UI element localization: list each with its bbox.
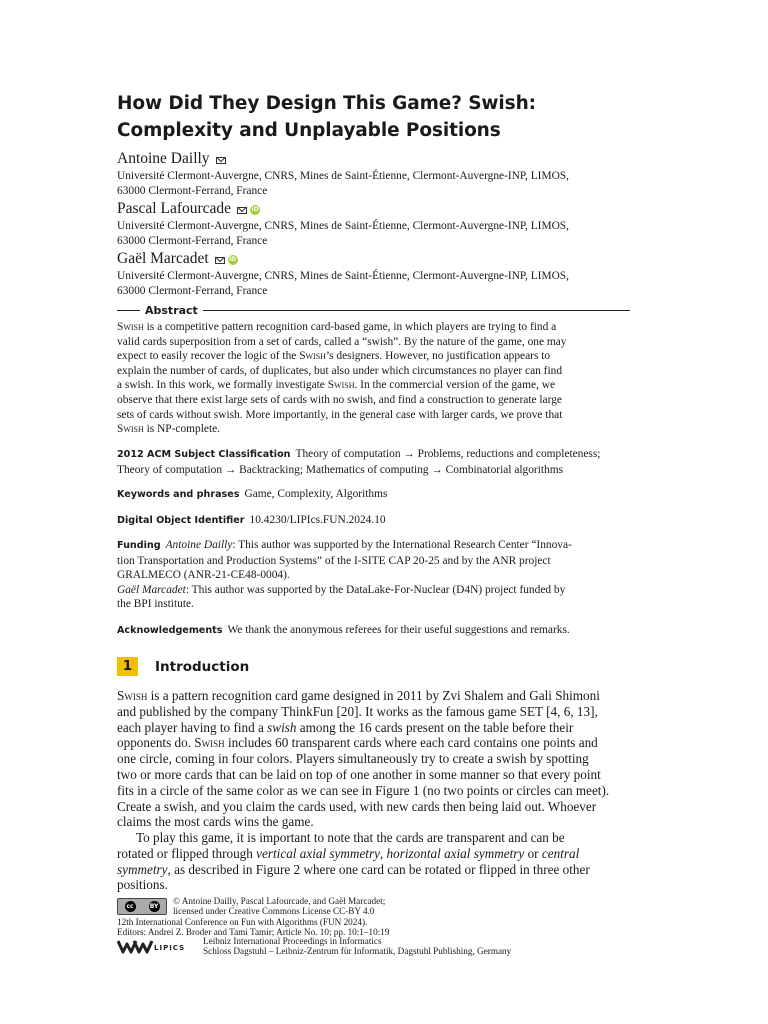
doi-link[interactable]: 10.4230/LIPIcs.FUN.2024.10: [249, 514, 386, 526]
section-heading: [117, 657, 249, 676]
author-name: Antoine Dailly: [117, 150, 210, 167]
author-affiliation: Université Clermont-Auvergne, CNRS, Mines de Saint-Étienne, Clermont-Auvergne-INP, LIMOS, 63000 Clermont-Ferrand, France: [117, 220, 569, 247]
divider: [203, 310, 630, 311]
series-line: Leibniz International Proceedings in Informatics: [203, 936, 382, 946]
abstract-text: Swish is a competitive pattern recognition card-based game, in which players are trying to find a valid cards superposition from a set of cards, called a “swish”. By the nature of the game, one may expect to easily recover the logic of the Swish’s designers. However, no justification appears to explain the number of cards, of duplicates, but also under which circumstances no player can find a swish. In this work, we formally investigate Swish. In the commercial version of the game, we observe that there exist large sets of cards with no swish, and find a construction to generate large sets of cards without swish. More importantly, in the general case with larger cards, we prove that Swish is NP-complete.: [117, 321, 567, 436]
acknowledgements: Acknowledgements We thank the anonymous referees for their useful suggestions and remarks.: [117, 624, 570, 636]
funding: Funding Antoine Dailly: This author was supported by the International Research Center “Innova- tion Transportation and Production Systems” of the I-SITE CAP 20-25 and by the ANR project GRALMECO (ANR-21-CE48-0004). Gaël Marcadet: This author was supported by the DataLake-For-Nuclear (D4N) project funded by the BPI institute.: [117, 539, 572, 611]
title-line-2: Complexity and Unplayable Positions: [117, 120, 501, 141]
doi: Digital Object Identifier 10.4230/LIPIcs.FUN.2024.10: [117, 514, 386, 526]
author-affiliation: Université Clermont-Auvergne, CNRS, Mines de Saint-Étienne, Clermont-Auvergne-INP, LIMOS, 63000 Clermont-Ferrand, France: [117, 270, 569, 297]
author-affiliation: Université Clermont-Auvergne, CNRS, Mines de Saint-Étienne, Clermont-Auvergne-INP, LIMOS, 63000 Clermont-Ferrand, France: [117, 170, 569, 197]
intro-paragraph-2: To play this game, it is important to note that the cards are transparent and can be rotated or flipped through vertical axial symmetry, horizontal axial symmetry or central symmetry, as described in Figure 2 where one card can be rotated or flipped in three other positions.: [117, 830, 590, 893]
author-name: Gaël Marcadet: [117, 250, 209, 267]
envelope-icon[interactable]: [216, 157, 226, 164]
creative-commons-badge[interactable]: [117, 898, 167, 915]
abstract-heading: Abstract: [117, 303, 630, 317]
paper-title: [117, 90, 630, 144]
publisher-line[interactable]: Schloss Dagstuhl – Leibniz-Zentrum für Informatik, Dagstuhl Publishing, Germany: [203, 946, 512, 956]
intro-paragraph-1: Swish is a pattern recognition card game designed in 2011 by Zvi Shalem and Gali Shimoni and published by the company ThinkFun [20]. It works as the famous game SET [4, 6, 13], each player having to find a swish among the 16 cards present on the table before their opponents do. Swish includes 60 transparent cards where each card contains one points and one circle, coming in four colors. Players simultaneously try to create a swish by spotting two or more cards that can be laid on top of one another in some manner so that every point fits in a circle of the same color as we can see in Figure 1 (no two points or circles can meet). Create a swish, and you claim the cards used, with new cards then being laid out. Whoever claims the most cards wins the game.: [117, 688, 610, 830]
attribution-icon: BY: [149, 903, 159, 910]
section-title: Introduction: [155, 658, 250, 675]
envelope-icon[interactable]: [237, 207, 247, 214]
author-block-3: [117, 250, 630, 299]
divider: [117, 310, 140, 311]
acm-classification: 2012 ACM Subject Classification Theory of computation → Problems, reductions and completeness; Theory of computation → Backtracking; Mathematics of computing → Combinatorial algorithms: [117, 448, 601, 476]
conference-line: 12th International Conference on Fun with Algorithms (FUN 2024).: [117, 917, 368, 927]
cc-icon: cc: [126, 903, 134, 910]
lipics-logo: [117, 938, 199, 956]
orcid-icon[interactable]: iD: [251, 206, 259, 213]
author-name: Pascal Lafourcade: [117, 200, 232, 217]
title-line-1: How Did They Design This Game? Swish:: [117, 93, 536, 114]
author-block-2: [117, 200, 630, 249]
lipics-wordmark: LIPICS: [154, 944, 186, 952]
author-block-1: [117, 150, 630, 199]
page-footer: [117, 896, 630, 958]
editors-line: Editors: Andrei Z. Broder and Tami Tamir; Article No. 10; pp. 10:1–10:19: [117, 927, 390, 937]
license-line[interactable]: licensed under Creative Commons License CC-BY 4.0: [173, 906, 375, 916]
section-number: 1: [117, 657, 138, 676]
envelope-icon[interactable]: [215, 257, 225, 264]
orcid-icon[interactable]: iD: [229, 256, 237, 263]
copyright-line: © Antoine Dailly, Pascal Lafourcade, and Gaël Marcadet;: [173, 896, 386, 906]
keywords: Keywords and phrases Game, Complexity, Algorithms: [117, 488, 388, 500]
